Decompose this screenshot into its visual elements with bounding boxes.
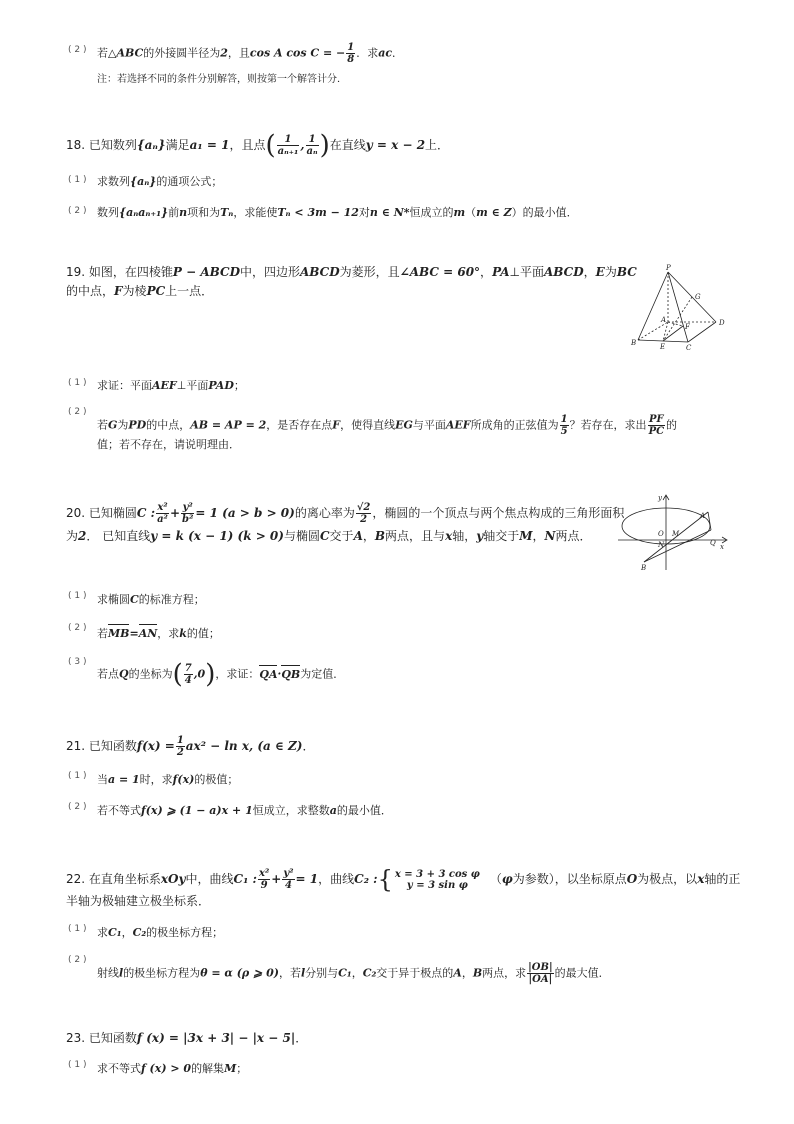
p17-frac: $\frac{1}{8}$ [347, 42, 355, 65]
fig19-label-a: A [661, 316, 667, 324]
fig19-label-b: B [631, 339, 637, 347]
p22-stem-line1: 22. 在直角坐标系xOy中，曲线C₁ : $\frac{\text{x²}}{9}$ + $\frac{\text{y²}}{4}$ = 1，曲线C₂ :{ x = 3 + 3 cos φ y = 3 sin φ （φ为参数），以坐标原点O为极点，以x轴的正 [66, 865, 741, 894]
p21-part1-label: ( 1 ) [68, 771, 87, 781]
p21-part2-text: 若不等式f(x) ⩾ (1 − a)x + 1恒成立，求整数a的最小值． [97, 804, 392, 817]
fig19-label-g: G [695, 293, 701, 301]
p21-part1-text: 当a = 1时，求f(x)的极值； [97, 773, 239, 786]
p23-stem: 23. 已知函数f (x) = |3x + 3| − |x − 5|． [66, 1031, 308, 1045]
fig20-label-o: O [658, 530, 664, 538]
p19-stem-line1: 19. 如图，在四棱锥P − ABCD中，四边形ABCD为菱形，且∠ABC = 60°，PA⊥平面ABCD，E为BC [66, 265, 637, 279]
p18-part1-label: ( 1 ) [68, 175, 87, 185]
p20-stem-line1: 20. 已知椭圆C : $\frac{\text{x²}}{\text{a²}}$ + $\frac{\text{y²}}{\text{b²}}$ = 1 (a > b > 0)的离心率为 $\frac{√2}{2}$ ，椭圆的一个顶点与两个焦点构成的三角形面积 [66, 502, 625, 525]
p22-part1-text: 求C₁，C₂的极坐标方程； [97, 926, 224, 939]
fig19-label-e: E [660, 343, 666, 350]
fig20-label-m: M [672, 530, 680, 538]
p17-part2-text: 若△ABC的外接圆半径为2，且cos A cos C = − $\frac{1}{8}$ ．求ac． [97, 42, 404, 65]
p20-part3-text: 若点Q的坐标为( $\frac{7}{4}$ ,0)，求证：QA·QB为定值． [97, 659, 345, 690]
p23-part1-label: ( 1 ) [68, 1060, 87, 1070]
p23-part1-text: 求不等式f (x) > 0的解集M； [97, 1062, 248, 1075]
p17-part2-label: ( 2 ) [68, 45, 87, 55]
ellipse-figure [616, 492, 730, 572]
p19-part2-line2: 值；若不存在，请说明理由． [97, 438, 240, 451]
fig19-label-c: C [686, 344, 692, 350]
pyramid-figure [628, 264, 732, 350]
p22-part2-label: ( 2 ) [68, 955, 87, 965]
p19-part2-line1: 若G为PD的中点，AB = AP = 2，是否存在点F，使得直线EG与平面AEF所成角的正弦值为 $\frac{1}{5}$ ？若存在，求出 $\frac{PF}{PC}$ 的 [97, 414, 678, 437]
p22-part1-label: ( 1 ) [68, 924, 87, 934]
p19-stem-line2: 的中点，F为棱PC上一点． [66, 284, 214, 298]
p20-part2-text: 若MB=AN，求k的值； [97, 627, 220, 640]
p20-part3-label: ( 3 ) [68, 657, 87, 667]
p17-note: 注：若选择不同的条件分别解答，则按第一个解答计分． [97, 74, 347, 85]
fig19-label-p: P [666, 264, 671, 272]
p19-part1-label: ( 1 ) [68, 378, 87, 388]
fig19-label-f: F [685, 323, 690, 331]
p19-part2-label: ( 2 ) [68, 407, 87, 417]
p19-part1-text: 求证：平面AEF⊥平面PAD； [97, 379, 245, 392]
p21-stem: 21. 已知函数f(x) = $\frac{1}{2}$ ax² − ln x, (a ∈ Z)． [66, 735, 315, 758]
p18-part2-text: 数列{aₙaₙ₊₁}前n项和为Tₙ，求能使Tₙ < 3m − 12对n ∈ N*恒成立的m（m ∈ Z）的最小值． [97, 206, 578, 219]
fig20-label-x: x [720, 543, 724, 551]
p22-stem-line2: 半轴为极轴建立极坐标系． [66, 894, 211, 908]
fig19-label-d: D [719, 319, 725, 327]
p18-part2-label: ( 2 ) [68, 206, 87, 216]
p21-part2-label: ( 2 ) [68, 802, 87, 812]
p20-part1-label: ( 1 ) [68, 591, 87, 601]
p22-part2-text: 射线l的极坐标方程为θ = α (ρ ⩾ 0)，若l分别与C₁，C₂交于异于极点的A，B两点，求 $\frac{|OB|}{|OA|}$ 的最大值． [97, 962, 610, 985]
fig20-label-a: A [700, 512, 706, 520]
p20-part1-text: 求椭圆C的标准方程； [97, 593, 205, 606]
fig20-label-y: y [658, 494, 662, 502]
fig20-label-n: N [658, 541, 665, 549]
p18-part1-text: 求数列{aₙ}的通项公式； [97, 175, 223, 188]
p20-stem-line2: 为2． 已知直线y = k (x − 1) (k > 0)与椭圆C交于A，B两点，且与x轴，y轴交于M，N两点． [66, 529, 592, 543]
p18-stem: 18. 已知数列{aₙ}满足a₁ = 1，且点( $\frac{1}{\text{aₙ₊₁}}$ , $\frac{1}{\text{aₙ}}$ )在直线y = x − 2上． [66, 130, 450, 161]
fig20-label-b: B [641, 564, 647, 572]
fig20-label-q: Q [710, 539, 716, 547]
p20-part2-label: ( 2 ) [68, 623, 87, 633]
